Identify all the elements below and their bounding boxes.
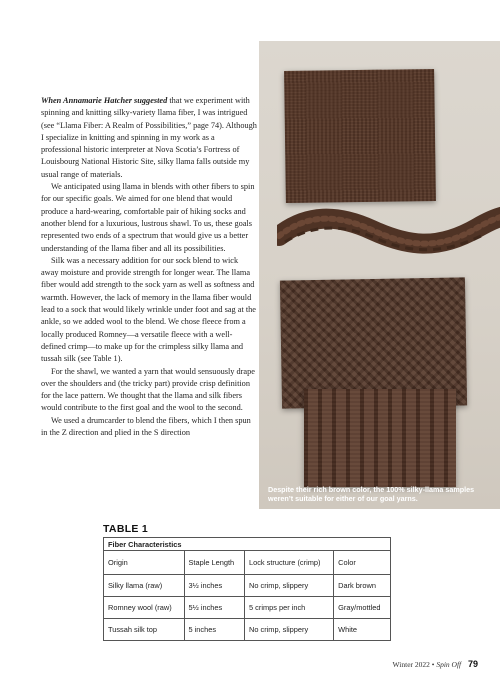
page-footer	[393, 659, 478, 669]
paragraph-5: We used a drumcarder to blend the fibers, which I then spun in the Z direction and plied in the S direction	[41, 415, 251, 438]
paragraph-1-text: that we experiment with spinning and knitting silky-variety llama fiber, I was intrigued (see “Llama Fiber: A Realm of Possibilities,” page 74). Although I specialize in knitting and spinning in my work as a professional historic interpreter at Nova Scotia’s Fortress of Louisbourg National Historic Site, silky llama falls outside my usual range of materials.	[41, 96, 257, 179]
column-header: Color	[334, 551, 391, 575]
table-row	[104, 597, 391, 619]
column-header: Lock structure (crimp)	[245, 551, 334, 575]
table-cell: Tussah silk top	[104, 619, 185, 641]
column-header: Staple Length	[184, 551, 245, 575]
table-cell: 5 crimps per inch	[245, 597, 334, 619]
article-body	[41, 95, 257, 439]
table-cell: Romney wool (raw)	[104, 597, 185, 619]
table-cell: Dark brown	[334, 575, 391, 597]
photo-caption: Despite their rich brown color, the 100% silky-llama samples weren’t suitable for either of our goal yarns.	[268, 485, 475, 504]
yarn-samples-photo	[259, 41, 500, 509]
paragraph-4: For the shawl, we wanted a yarn that would sensuously drape over the shoulders and (the tricky part) provide crisp definition for the lace pattern. We thought that the llama and silk fibers would contribute to the first goal and the wool to the second.	[41, 366, 255, 413]
table-caption-row	[104, 538, 391, 551]
lead-in: When Annamarie Hatcher suggested	[41, 96, 168, 105]
stockinette-swatch	[284, 69, 436, 203]
table-cell: White	[334, 619, 391, 641]
table-cell: 5 inches	[184, 619, 245, 641]
table-caption: Fiber Characteristics	[104, 538, 391, 551]
table-cell: Silky llama (raw)	[104, 575, 185, 597]
table-cell: Gray/mottled	[334, 597, 391, 619]
fiber-characteristics-table	[103, 537, 391, 641]
table-cell: 5½ inches	[184, 597, 245, 619]
yarn-skein	[277, 206, 500, 261]
rib-swatch	[304, 389, 456, 487]
table-label: TABLE 1	[103, 523, 149, 535]
table-row	[104, 575, 391, 597]
magazine-name: Spin Off	[436, 660, 462, 669]
table-row	[104, 619, 391, 641]
issue-date: Winter 2022	[392, 660, 430, 669]
table-cell: 3½ inches	[184, 575, 245, 597]
table-cell: No crimp, slippery	[245, 575, 334, 597]
paragraph-3: Silk was a necessary addition for our sock blend to wick away moisture and provide strength for longer wear. The llama fiber would add strength to the sock yarn as well as softness and warmth. However, the lack of memory in the llama fiber would lead to a sock that would likely wrinkle under foot and sag at the ankle, so we added wool to the blend. We chose fleece from a locally produced Romney—a versatile fleece with a well-defined crimp—to make up for the crimpless silky llama and tussah silk (see Table 1).	[41, 255, 256, 364]
paragraph-2: We anticipated using llama in blends with other fibers to spin for our specific goals. We aimed for one blend that would produce a hard-wearing, comfortable pair of hiking socks and another blend for a luxurious, lustrous shawl. To us, these goals represented two ends of a spectrum that would give us a better understanding of the llama fiber and all its possibilities.	[41, 182, 255, 253]
table-header-row	[104, 551, 391, 575]
footer-separator: •	[431, 660, 435, 669]
column-header: Origin	[104, 551, 185, 575]
paragraph-1	[41, 95, 257, 181]
page-number: 79	[467, 659, 478, 669]
table-cell: No crimp, slippery	[245, 619, 334, 641]
